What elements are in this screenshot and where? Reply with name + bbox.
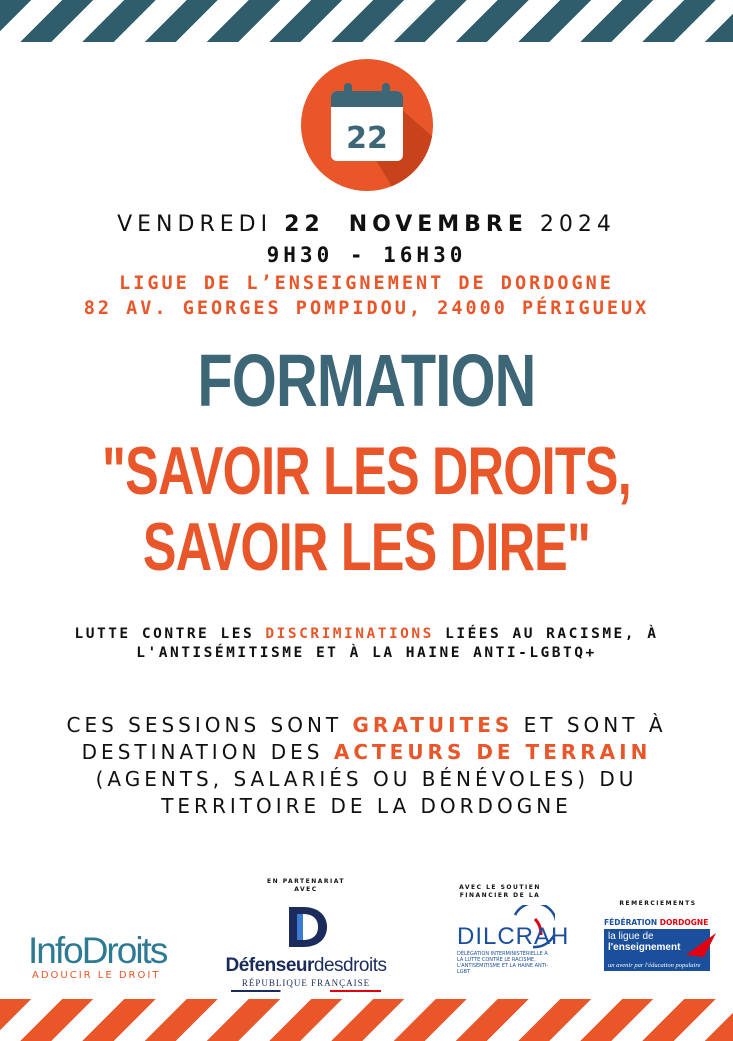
ligue-blue-box: [604, 929, 710, 971]
ligue-fed-label: FÉDÉRATION: [604, 918, 658, 927]
sessions-description: [30, 712, 703, 820]
venue-address: 82 AV. GEORGES POMPIDOU, 24000 PÉRIGUEUX: [83, 298, 650, 319]
dilcrah-name: DILCRAH: [457, 923, 570, 950]
infodroits-logo: [28, 932, 183, 981]
tricolor-bar: [231, 990, 381, 992]
defenseur-name-light: desdroits: [313, 955, 387, 976]
calendar-day-number: 22: [346, 121, 388, 156]
theme-text-1: LUTTE CONTRE LES: [74, 626, 266, 642]
event-time: 9H30 - 16H30: [266, 243, 467, 267]
dilcrah-logo: [455, 905, 570, 987]
sessions-text-3: (AGENTS, SALARIÉS OU BÉNÉVOLES) DU TERRITOIRE DE LA DORDOGNE: [95, 767, 638, 818]
sessions-highlight-actors: ACTEURS DE TERRAIN: [333, 740, 652, 764]
dilcrah-subtitle: DÉLÉGATION INTERMINISTÉRIELLE À LA LUTTE CONTRE LE RACISME, L'ANTISÉMITISME ET LA HAINE ANTI-LGBT: [457, 951, 549, 975]
training-title-line-1: "SAVOIR LES DROITS,: [102, 433, 631, 509]
partner-caption: EN PARTENARIAT AVEC: [266, 878, 346, 893]
date-day-number: 22: [284, 212, 325, 237]
ligue-enseignement-logo: [604, 918, 714, 974]
ligue-dept-label: DORDOGNE: [659, 918, 709, 927]
defenseur-name-bold: Défenseur: [225, 955, 314, 976]
calendar-icon: [300, 58, 434, 192]
ligue-federation: [604, 918, 714, 927]
formation-heading: FORMATION: [197, 339, 536, 422]
calendar-badge: [300, 58, 434, 192]
top-stripe-banner: [0, 0, 733, 42]
sessions-highlight-free: GRATUITES: [352, 713, 514, 737]
defenseur-subtitle: RÉPUBLIQUE FRANÇAISE: [241, 978, 371, 988]
thanks-caption: REMERCIEMENTS: [619, 900, 697, 907]
bottom-stripe-banner: [0, 999, 733, 1041]
defenseur-des-droits-logo: [208, 905, 404, 992]
sessions-text-2: ET SONT À DESTINATION DES: [81, 713, 667, 764]
ligue-line-2: l'enseignement: [608, 942, 681, 953]
infodroits-name: InfoDroits: [28, 930, 167, 971]
funder-caption: AVEC LE SOUTIEN FINANCIER DE LA: [459, 884, 541, 899]
training-title-line-2: SAVOIR LES DIRE": [142, 509, 591, 585]
theme-text-2: LIÉES AU RACISME, À L'ANTISÉMITISME ET À LA HAINE ANTI-LGBTQ+: [136, 626, 659, 661]
sessions-text-1: CES SESSIONS SONT: [66, 713, 353, 737]
date-day-name: VENDREDI: [117, 212, 273, 237]
infodroits-tagline: ADOUCIR LE DROIT: [32, 970, 161, 981]
theme-description: [60, 625, 673, 663]
ligue-tagline: un avenir par l'éducation populaire: [608, 962, 701, 969]
defenseur-name: [208, 955, 404, 977]
date-year: 2024: [539, 212, 616, 237]
ligue-line-1: la ligue de: [608, 931, 654, 942]
ligue-red-triangle-icon: [686, 933, 716, 957]
event-date: [0, 212, 733, 237]
theme-highlight: DISCRIMINATIONS: [265, 626, 434, 642]
venue-organization: LIGUE DE L’ENSEIGNEMENT DE DORDOGNE: [119, 273, 614, 294]
date-month: NOVEMBRE: [348, 212, 528, 237]
defenseur-d-icon: [283, 905, 329, 949]
